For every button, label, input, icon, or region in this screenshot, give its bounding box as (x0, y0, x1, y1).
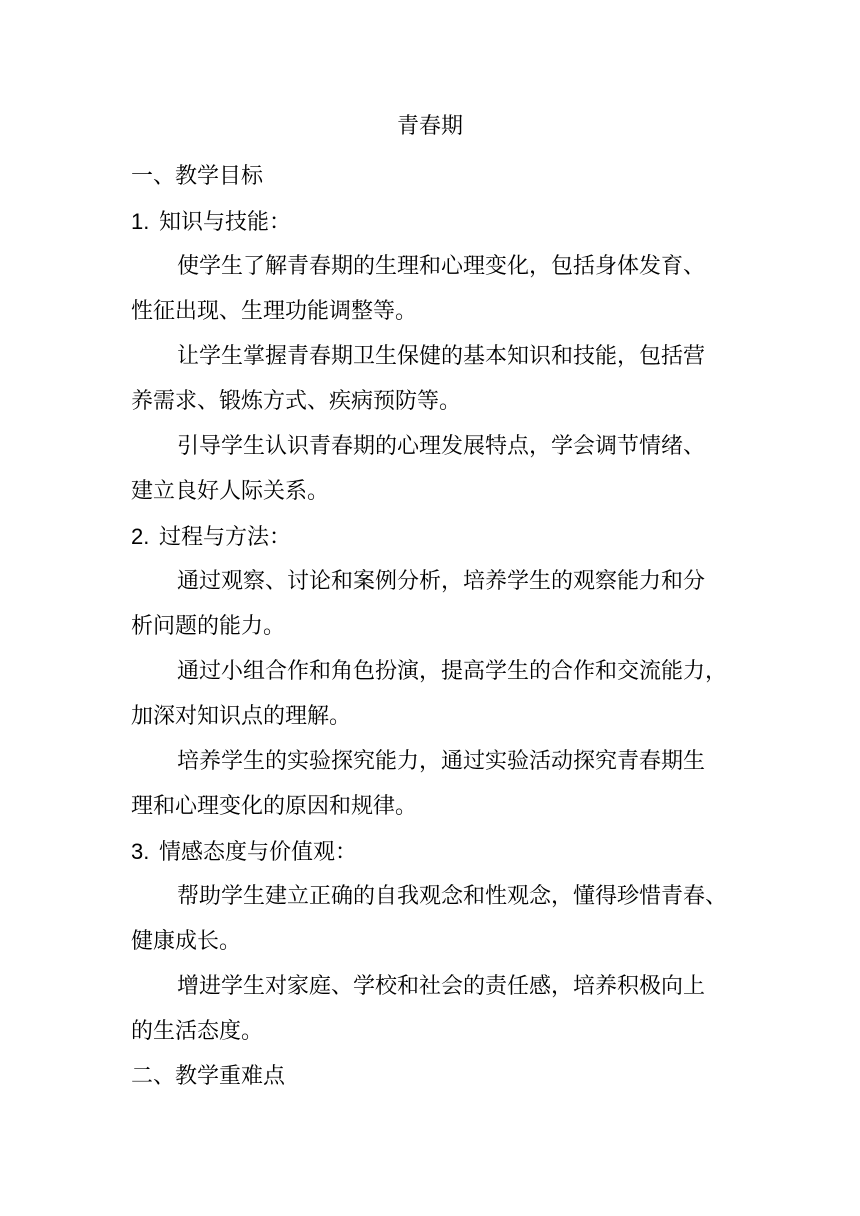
paragraph-line: 培养学生的实验探究能力，通过实验活动探究青春期生 (177, 749, 706, 774)
paragraph-line: 建立良好人际关系。 (131, 479, 330, 504)
paragraph-line: 通过小组合作和角色扮演，提高学生的合作和交流能力， (177, 659, 728, 684)
subheading-process-methods: 2. 过程与方法： (131, 514, 741, 559)
paragraph-line: 使学生了解青春期的生理和心理变化，包括身体发育、 (177, 254, 706, 279)
paragraph-line: 引导学生认识青春期的心理发展特点，学会调节情绪、 (177, 434, 706, 459)
list-number: 2. (131, 524, 150, 549)
subheading-knowledge-skills: 1. 知识与技能： (131, 199, 741, 244)
list-number: 1. (131, 209, 150, 234)
paragraph-line: 通过观察、讨论和案例分析，培养学生的观察能力和分 (177, 569, 706, 594)
paragraph-line: 养需求、锻炼方式、疾病预防等。 (131, 389, 462, 414)
paragraph-line: 健康成长。 (131, 929, 242, 954)
paragraph-line: 加深对知识点的理解。 (131, 704, 352, 729)
paragraph-line: 性征出现、生理功能调整等。 (131, 299, 418, 324)
paragraph-line: 让学生掌握青春期卫生保健的基本知识和技能，包括营 (177, 344, 706, 369)
paragraph-line: 析问题的能力。 (131, 614, 286, 639)
paragraph-line: 增进学生对家庭、学校和社会的责任感，培养积极向上 (177, 974, 706, 999)
paragraph-line: 帮助学生建立正确的自我观念和性观念，懂得珍惜青春、 (177, 884, 728, 909)
document-body (131, 154, 741, 1099)
document-title: 青春期 (396, 114, 463, 139)
subheading-attitudes-values: 3. 情感态度与价值观： (131, 829, 741, 874)
paragraph-line: 的生活态度。 (131, 1019, 264, 1044)
list-number: 3. (131, 839, 150, 864)
section-heading-key-difficulties: 二、教学重难点 (131, 1064, 286, 1089)
section-heading-teaching-goals: 一、教学目标 (131, 164, 264, 189)
paragraph-line: 理和心理变化的原因和规律。 (131, 794, 418, 819)
